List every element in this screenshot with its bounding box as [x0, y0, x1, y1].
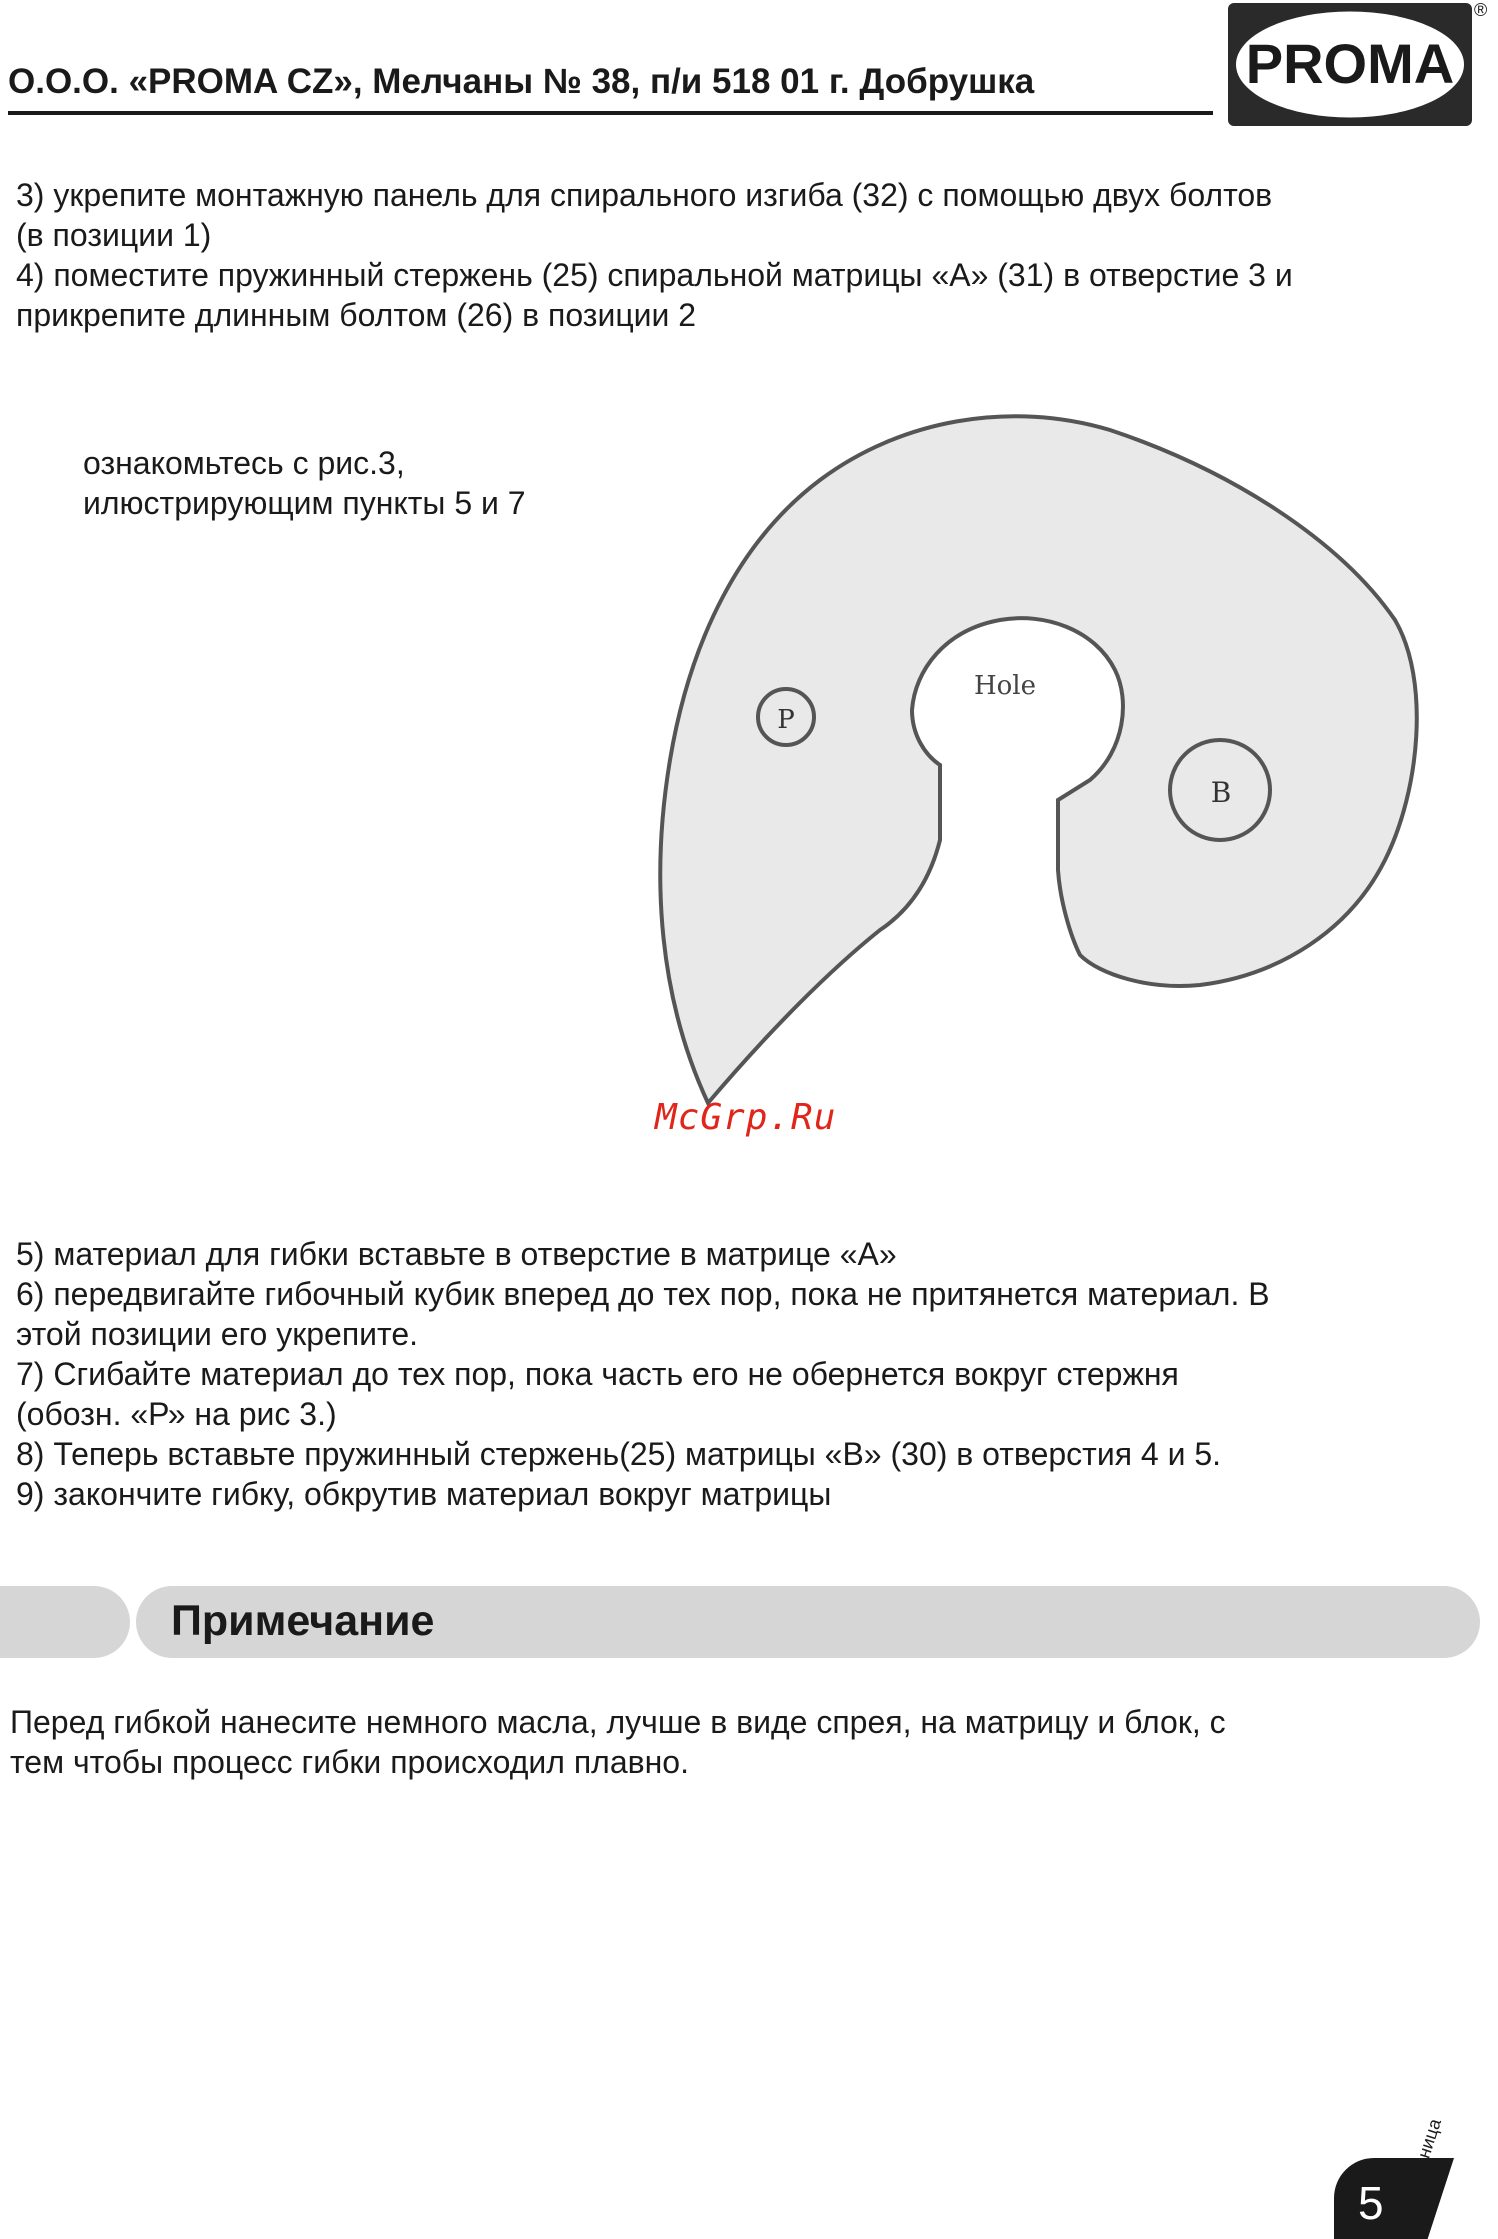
instruction-line: 8) Теперь вставьте пружинный стержень(25) матрицы «В» (30) в отверстия 4 и 5. — [16, 1436, 1222, 1472]
instruction-line: (в позиции 1) — [16, 217, 212, 253]
hole-label: Hole — [973, 671, 1037, 701]
watermark: McGrp.Ru — [655, 1097, 837, 1138]
logo-text: PROMA — [1245, 32, 1455, 95]
instructions-steps — [16, 1234, 1270, 1514]
instruction-line: 3) укрепите монтажную панель для спирального изгиба (32) с помощью двух болтов — [16, 177, 1273, 213]
instruction-line: 6) передвигайте гибочный кубик вперед до тех пор, пока не притянется материал. В — [16, 1276, 1270, 1312]
instruction-line: (обозн. «Р» на рис 3.) — [16, 1396, 337, 1432]
spiral-die-diagram — [640, 400, 1440, 1120]
caption-line: илюстрирующим пункты 5 и 7 — [83, 485, 526, 521]
note-line: тем чтобы процесс гибки происходил плавно. — [10, 1744, 689, 1780]
instruction-line: 4) поместите пружинный стержень (25) спиральной матрицы «А» (31) в отверстие 3 и — [16, 257, 1293, 293]
note-line: Перед гибкой нанесите немного масла, лучше в виде спрея, на матрицу и блок, с — [10, 1704, 1226, 1740]
instruction-line: 7) Сгибайте материал до тех пор, пока часть его не обернется вокруг стержня — [16, 1356, 1179, 1392]
header-company-address: О.О.О. «PROMA CZ», Мелчаны № 38, п/и 518 01 г. Добрушка — [8, 62, 1035, 101]
instruction-line: 5) материал для гибки вставьте в отверстие в матрице «А» — [16, 1236, 897, 1272]
instruction-line: этой позиции его укрепите. — [16, 1316, 418, 1352]
page-number-badge — [1334, 2158, 1454, 2239]
proma-logo — [1228, 3, 1472, 126]
note-title: Примечание — [171, 1597, 435, 1645]
header-divider — [8, 111, 1213, 115]
die-outline — [660, 416, 1417, 1103]
page-word: страница — [1402, 2116, 1445, 2197]
caption-line: ознакомьтесь с рис.3, — [83, 445, 405, 481]
instructions-top — [16, 175, 1293, 335]
instruction-line: 9) закончите гибку, обкрутив материал вокруг матрицы — [16, 1476, 832, 1512]
instruction-line: прикрепите длинным болтом (26) в позиции 2 — [16, 297, 697, 333]
p-pin-label: P — [777, 705, 795, 735]
page-number: 5 — [1358, 2177, 1384, 2229]
b-pin-label: B — [1210, 776, 1232, 809]
registered-mark: ® — [1474, 0, 1488, 20]
note-bar-tab — [0, 1586, 130, 1658]
note-text — [10, 1702, 1226, 1782]
figure-caption — [83, 443, 526, 523]
